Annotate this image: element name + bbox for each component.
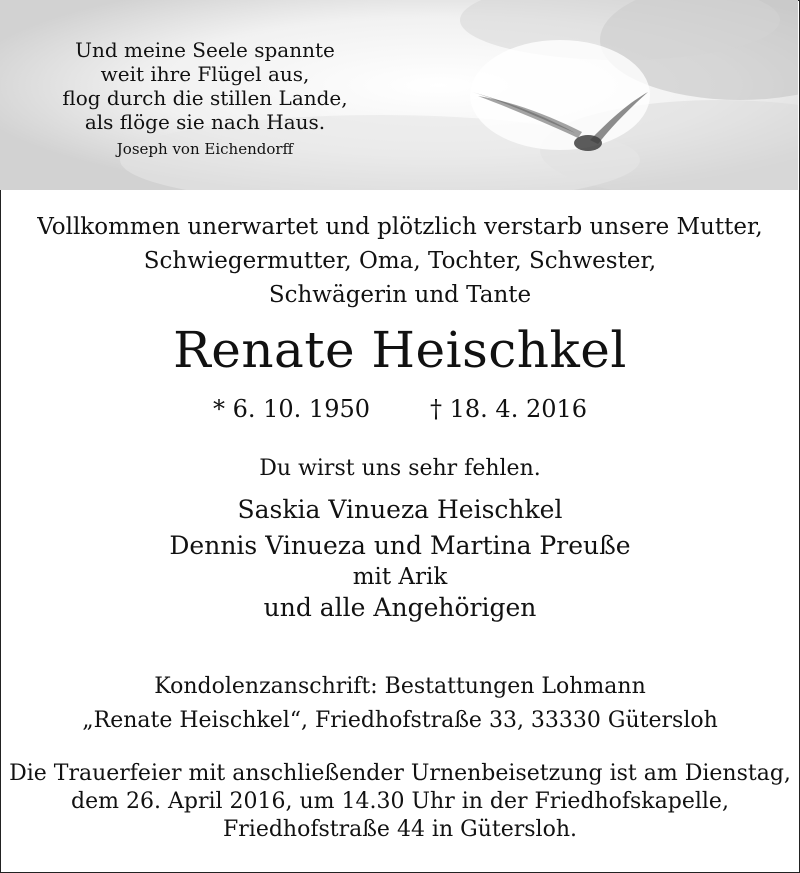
- mourner-name: Saskia Vinueza Heischkel: [237, 495, 563, 524]
- poem-line: als flöge sie nach Haus.: [84, 110, 326, 134]
- mourner-name: und alle Angehörigen: [263, 593, 537, 622]
- death-announcement: [0, 210, 800, 312]
- poem-author: Joseph von Eichendorff: [116, 140, 294, 158]
- mourners-list: [0, 492, 800, 626]
- intro-line: Schwägerin und Tante: [268, 282, 532, 308]
- intro-line: Vollkommen unerwartet und plötzlich verstarb unsere Mutter,: [37, 214, 763, 240]
- farewell-line: Du wirst uns sehr fehlen.: [259, 456, 541, 481]
- condolence-address: [0, 670, 800, 738]
- mourner-name: mit Arik: [352, 564, 448, 590]
- deceased-name: Renate Heischkel: [173, 321, 627, 379]
- death-date: † 18. 4. 2016: [430, 395, 588, 423]
- life-dates: [0, 392, 800, 426]
- funeral-service-info: [0, 760, 800, 844]
- poem-line: Und meine Seele spannte: [75, 38, 335, 62]
- poem-line: flog durch die stillen Lande,: [62, 86, 348, 110]
- service-line: dem 26. April 2016, um 14.30 Uhr in der Friedhofskapelle,: [71, 789, 729, 814]
- mourner-name: Dennis Vinueza und Martina Preuße: [169, 531, 631, 560]
- poem-line: weit ihre Flügel aus,: [100, 62, 310, 86]
- address-line: „Renate Heischkel“, Friedhofstraße 33, 33330 Gütersloh: [82, 708, 718, 733]
- address-line: Kondolenzanschrift: Bestattungen Lohmann: [154, 674, 646, 699]
- poem-block: [40, 38, 370, 160]
- intro-line: Schwiegermutter, Oma, Tochter, Schwester,: [143, 248, 657, 274]
- service-line: Friedhofstraße 44 in Gütersloh.: [223, 817, 577, 842]
- service-line: Die Trauerfeier mit anschließender Urnenbeisetzung ist am Dienstag,: [9, 761, 791, 786]
- birth-date: * 6. 10. 1950: [212, 395, 370, 423]
